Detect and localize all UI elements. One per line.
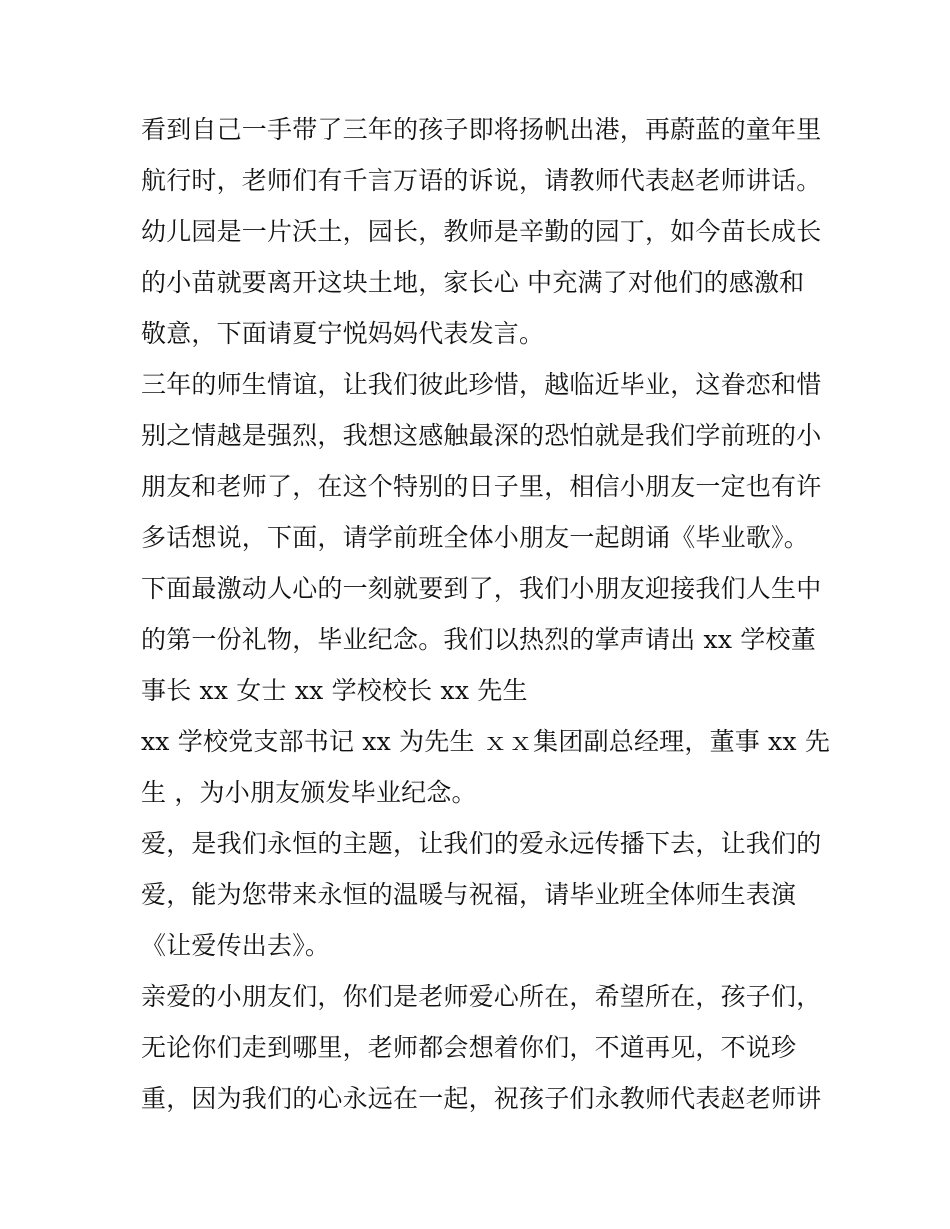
text-line: 爱，能为您带来永恒的温暖与祝福，请毕业班全体师生表演 — [141, 880, 797, 909]
text-line: 下面最激动人心的一刻就要到了，我们小朋友迎接我们人生中 — [141, 574, 822, 603]
text-line: xx 学校党支部书记 xx 为先生 ｘｘ集团副总经理，董事 xx 先 — [141, 727, 831, 756]
text-line: 敬意，下面请夏宁悦妈妈代表发言。 — [141, 319, 545, 348]
text-line: 《让爱传出去》。 — [141, 931, 331, 960]
text-line: 三年的师生情谊，让我们彼此珍惜，越临近毕业，这眷恋和惜 — [141, 370, 822, 399]
text-line: 生 ，为小朋友颁发毕业纪念。 — [141, 778, 477, 807]
text-line: 看到自己一手带了三年的孩子即将扬帆出港，再蔚蓝的童年里 — [141, 115, 822, 144]
text-line: 爱，是我们永恒的主题，让我们的爱永远传播下去，让我们的 — [141, 829, 822, 858]
text-line: 多话想说，下面，请学前班全体小朋友一起朗诵《毕业歌》。 — [141, 523, 809, 552]
text-line: 航行时，老师们有千言万语的诉说，请教师代表赵老师讲话。 — [141, 166, 822, 195]
text-line: 无论你们走到哪里，老师都会想着你们，不道再见，不说珍 — [141, 1033, 797, 1062]
text-line: 别之情越是强烈，我想这感触最深的恐怕就是我们学前班的小 — [141, 421, 822, 450]
text-line: 的小苗就要离开这块土地，家长心 中充满了对他们的感激和 — [141, 268, 805, 297]
text-line: 重，因为我们的心永远在一起，祝孩子们永教师代表赵老师讲 — [141, 1084, 822, 1113]
text-line: 朋友和老师了，在这个特别的日子里，相信小朋友一定也有许 — [141, 472, 822, 501]
text-line: 事长 xx 女士 xx 学校校长 xx 先生 — [141, 676, 528, 705]
text-line: 幼儿园是一片沃土，园长，教师是辛勤的园丁，如今苗长成长 — [141, 217, 822, 246]
document-body — [141, 104, 831, 1124]
text-line: 的第一份礼物，毕业纪念。我们以热烈的掌声请出 xx 学校董 — [141, 625, 816, 654]
text-line: 亲爱的小朋友们，你们是老师爱心所在，希望所在，孩子们， — [141, 982, 822, 1011]
